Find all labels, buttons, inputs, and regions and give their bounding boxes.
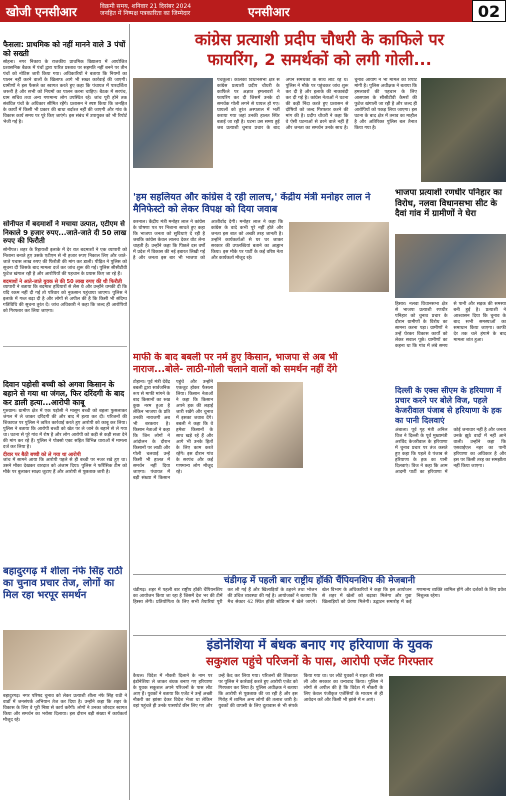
story-body: करनाल। केंद्रीय मंत्री मनोहर लाल ने कांग्रेस के घोषणा पत्र पर निशाना साधते हुए कहा कि भाजपा जनता को सुविधाएं दे रही है जबकि कांग्रेस केवल लालच देकर वोट लेना चाहती है। उन्होंने कहा कि पिछले दस वर्षों में प्रदेश में विकास की नई इबारत लिखी गई है और जनता इस बार भी भाजपा को आशीर्वाद देगी। मनोहर लाल ने कहा कि कांग्रेस के वादे कभी पूरे नहीं होते और जनता इस बात को अच्छी तरह जानती है। उन्होंने कार्यकर्ताओं से घर घर जाकर सरकार की उपलब्धियां बताने का आह्वान किया। इस मौके पर पार्टी के कई वरिष्ठ नेता और कार्यकर्ता मौजूद रहे। [133, 220, 283, 261]
story-headline-line2: सकुशल पहुंचे परिजनों के पास, आरोपी एजेंट गिरफ्तार [205, 654, 433, 668]
story-body: अंबाला। पूर्व गृह मंत्री अनिल विज ने दिल्ली के पूर्व मुख्यमंत्री अरविंद केजरीवाल के हरियाणा में चुनाव प्रचार पर तंज कसते हुए कहा कि पहले वे पंजाब से हरियाणा के हक का पानी दिलवाएं। विज ने कहा कि आम आदमी पार्टी का हरियाणा में कोई जनाधार नहीं है और जनता उनके झूठे वादों में नहीं आने वाली। उन्होंने कहा कि एसवाईएल नहर का पानी हरियाणा का अधिकार है और इस पर किसी तरह का समझौता नहीं किया जाएगा। [395, 428, 506, 475]
story-headline: 'हम सहलियत और कांग्रेस दे रही लालच,' केंद्रीय मंत्री मनोहर लाल ने मैनिफेस्टो को लेकर विपक्ष को दिया जवाब [133, 192, 371, 215]
story-headline-line1: इंडोनेशिया में बंधक बनाए गए हरियाणा के युवक [206, 638, 433, 653]
story-subhead: दीवार पर बैठी बच्ची को ले गया था आरोपी [3, 452, 81, 458]
story-bahadurgarh [3, 566, 127, 800]
right-column [133, 24, 506, 800]
story-babli-farmers [133, 352, 391, 572]
campaign-photo [3, 630, 127, 690]
lead-headline-line1: कांग्रेस प्रत्याशी प्रदीप चौधरी के काफिले पर [194, 30, 445, 49]
masthead [0, 0, 506, 22]
brand-logo: खोजी एनसीआर [6, 5, 77, 19]
story-headline: सोनीपत में बदमाशों ने मचाया उत्पात, एटीएम से निकाले 9 हजार रुपए...जाते-जाते दी 50 लाख रुपए की फिरौती [3, 220, 127, 245]
story-body: चंडीगढ़। शहर में पहली बार राष्ट्रीय हॉकी चैंपियनशिप का आयोजन किया जा रहा है जिसमें देश भर की टीमें हिस्सा लेंगी। प्रतियोगिता के लिए सभी तैयारियां पूरी कर ली गई हैं और खिलाड़ियों के ठहरने तथा भोजन की उचित व्यवस्था की गई है। आयोजकों ने बताया कि मैच सेक्टर 42 स्थित हॉकी स्टेडियम में खेले जाएंगे। खेल विभाग के अधिकारियों ने कहा कि इस आयोजन से शहर में खेलों को बढ़ावा मिलेगा और युवा खिलाड़ियों को प्रेरणा मिलेगी। उद्घाटन समारोह में कई गणमान्य व्यक्ति शामिल होंगे और दर्शकों के लिए प्रवेश निशुल्क रहेगा। [133, 588, 506, 605]
lead-story-body: पंचकूला। कालका विधानसभा क्षेत्र से कांग्रेस प्रत्याशी प्रदीप चौधरी के काफिले पर अज्ञात हमलावरों ने फायरिंग कर दी जिसमें उनके दो समर्थक गोली लगने से घायल हो गए। घायलों को तुरंत अस्पताल में भर्ती कराया गया जहां उनकी हालत स्थिर बताई जा रही है। घटना उस समय हुई जब प्रत्याशी चुनाव प्रचार के बाद अपने समर्थकों के साथ लौट रहे थे। पुलिस ने मौके पर पहुंचकर जांच शुरू कर दी है और इलाके की नाकाबंदी कर दी गई है। कांग्रेस नेताओं ने घटना की कड़ी निंदा करते हुए प्रशासन से दोषियों को जल्द गिरफ्तार करने की मांग की है। प्रदीप चौधरी ने कहा कि वे ऐसी घटनाओं से डरने वाले नहीं हैं और जनता का समर्थन उनके साथ है। चुनाव आयोग ने भी मामले की रिपोर्ट मांगी है। पुलिस अधीक्षक ने बताया कि हमलावरों की पहचान के लिए आसपास के सीसीटीवी कैमरों की फुटेज खंगाली जा रही है और जल्द ही आरोपियों को पकड़ लिया जाएगा। इस घटना के बाद क्षेत्र में तनाव का माहौल है और अतिरिक्त पुलिस बल तैनात किया गया है। [217, 78, 417, 131]
page-number: 02 [472, 0, 506, 22]
story-panch-notice [3, 40, 127, 218]
story-indonesia [133, 638, 506, 800]
story-body: हिसार। नलवा विधानसभा क्षेत्र से भाजपा प्रत्याशी रणधीर पनिहार को चुनाव प्रचार के दौरान ग्रामीणों के विरोध का सामना करना पड़ा। ग्रामीणों ने उन्हें घेरकर विकास कार्यों को लेकर सवाल पूछे। ग्रामीणों का कहना था कि गांव में लंबे समय से पानी और सड़क की समस्या बनी हुई है। प्रत्याशी ने आश्वासन दिया कि चुनाव के बाद सभी समस्याओं का समाधान किया जाएगा। काफी देर तक चले हंगामे के बाद मामला शांत हुआ। [395, 302, 506, 349]
story-sonipat [3, 220, 127, 347]
masthead-tagline: जनहित में निष्पक्ष पत्रकारिता का जिम्मेदार [100, 10, 191, 17]
story-body: बहादुरगढ़। नगर परिषद चुनाव को लेकर प्रत्याशी शीला नंफे सिंह राठी ने वार्डों में जनसंपर्क अभियान तेज कर दिया है। उन्होंने कहा कि शहर के विकास के लिए वे पूरी निष्ठा से कार्य करेंगी। लोगों ने उनका जोरदार स्वागत किया और समर्थन का भरोसा दिलाया। इस दौरान बड़ी संख्या में कार्यकर्ता मौजूद रहे। [3, 694, 127, 723]
section-title: एनसीआर [248, 5, 290, 19]
story-hockey [133, 574, 506, 636]
story-vij-kejriwal [395, 386, 506, 572]
story-headline: भाजपा प्रत्याशी रणधीर पनिहार का विरोध, नलवा विधानसभा सीट के दैवां गांव में ग्रामीणों ने घेरा [395, 188, 502, 219]
story-headline: दिल्ली के एक्स सीएम के हरियाणा में प्रचार करने पर बोले विज, पहले केजरीवाल पंजाब से हरियाणा के हक का पानी दिलवाएं [395, 386, 502, 425]
story-body: जांच में सामने आया कि आरोपी पहले से ही बच्ची पर नजर रखे हुए था। उसने मौका देखकर वारदात को अंजाम दिया। पुलिस ने फॉरेंसिक टीम को मौके पर बुलाकर साक्ष्य जुटाए हैं और आरोपी से पूछताछ जारी है। [3, 458, 127, 475]
indonesia-group-photo [389, 676, 506, 796]
story-body: व्यापारी ने बताया कि बदमाश हथियारों से लैस थे और उन्होंने धमकी दी कि यदि रकम नहीं दी गई तो परिवार को नुकसान पहुंचाया जाएगा। पुलिस ने इलाके में गश्त बढ़ा दी है और लोगों से अपील की है कि किसी भी संदिग्ध गतिविधि की सूचना तुरंत दें। जांच अधिकारी ने कहा कि जल्द ही आरोपियों को गिरफ्तार कर लिया जाएगा। [3, 284, 127, 314]
lead-headline-line2: फायरिंग, 2 समर्थकों को लगी गोली... [207, 50, 432, 69]
story-headline: फैसला: प्राथमिक को नहीं मानने वाले 3 पंचों को सख्ती [3, 40, 126, 58]
randhir-photo [395, 234, 506, 298]
story-body: सोनीपत। शहर के रिहायशी इलाके में देर रात बदमाशों ने एक व्यापारी को निशाना बनाते हुए उसके एटीएम से नौ हजार रुपए निकाल लिए और जाते-जाते पचास लाख रुपए की फिरौती की मांग कर डाली। पीड़ित ने पुलिस को सूचना दी जिसके बाद मामला दर्ज कर जांच शुरू की गई। पुलिस सीसीटीवी फुटेज खंगाल रही है और आरोपियों की पहचान के प्रयास किए जा रहे हैं। [3, 247, 127, 277]
story-body: सोहना। नगर निकाय के राजकीय प्राथमिक विद्यालय में आयोजित प्रशासनिक बैठक में पंचों द्वारा पारित प्रस्ताव पर सहमति नहीं बनने पर तीन पंचों को नोटिस जारी किया गया। अधिकारियों ने बताया कि नियमों का पालन नहीं करने वालों के खिलाफ आगे भी सख्त कार्रवाई की जाएगी। ग्रामीणों ने इस फैसले का स्वागत करते हुए कहा कि पंचायत में पारदर्शिता जरूरी है और सभी को नियमों का पालन करना चाहिए। बैठक में सरपंच, ग्राम सचिव तथा अन्य गणमान्य लोग उपस्थित रहे। जांच पूरी होने तक संबंधित पंचों के अधिकार सीमित रहेंगे। प्रशासन ने स्पष्ट किया कि जनहित के कार्यों में किसी भी प्रकार की बाधा बर्दाश्त नहीं की जाएगी और गांव के विकास कार्य समय पर पूरे किए जाएंगे। इस संबंध में उपायुक्त को भी रिपोर्ट भेजी गई है। [3, 60, 127, 125]
story-headline: बहादुरगढ़ में शीला नंफे सिंह राठी का चुनाव प्रचार तेज, लोगों का मिल रहा भरपूर समर्थन [3, 566, 123, 601]
story-headline: चंडीगढ़ में पहली बार राष्ट्रीय हॉकी चैंपियनशिप की मेजबानी [223, 576, 416, 586]
story-headline: दिवान पहोसी बच्ची को अगवा किसान के बहाने से गया था जंगल, फिर दरिंदगी के बाद कर डाली हत्या...आरोपी काबू [3, 380, 125, 407]
lead-photo-2 [421, 78, 506, 182]
lead-headline [133, 30, 506, 74]
story-randhir-panihar [395, 188, 506, 382]
left-column [0, 24, 130, 800]
babli-photo [217, 382, 303, 468]
manohar-lal-photo [289, 222, 389, 292]
story-child-crime [3, 380, 127, 560]
masthead-date: विक्रमी समय, शनिवार 21 दिसंबर 2024 [100, 3, 192, 10]
lead-photo-1 [133, 78, 213, 168]
story-manohar-lal [133, 192, 391, 350]
story-subhead: बदमाशों ने आते-जाते युवक से की 50 लाख रुपए की थी फिरौती [3, 278, 122, 285]
story-body: टोहाना। पूर्व मंत्री देवेंद्र बबली द्वारा सार्वजनिक रूप से माफी मांगने के बाद किसानों का रुख कुछ नरम हुआ है लेकिन भाजपा के प्रति उनकी नाराजगी अब भी बरकरार है। किसान नेताओं ने कहा कि जिन लोगों ने आंदोलन के दौरान किसानों पर लाठी और गोली चलवाई उन्हें किसी भी हालत में समर्थन नहीं दिया जाएगा। पंचायत में बड़ी संख्या में किसान पहुंचे और उन्होंने एकजुट होकर फैसला लिया। किसान नेताओं ने कहा कि किसान अपने हक की लड़ाई जारी रखेंगे और चुनाव में इसका जवाब देंगे। बबली ने कहा कि वे हमेशा किसानों के साथ खड़े रहे हैं और आगे भी उनके हितों के लिए काम करते रहेंगे। इस दौरान गांव के सरपंच और कई गणमान्य लोग मौजूद रहे। [133, 380, 213, 481]
story-body: गुरुग्राम। ग्रामीण क्षेत्र में एक पड़ोसी ने मासूम बच्ची को बहला फुसलाकर जंगल में ले जाकर दरिंदगी की और बाद में हत्या कर दी। परिजनों की शिकायत पर पुलिस ने त्वरित कार्रवाई करते हुए आरोपी को काबू कर लिया। पुलिस ने बताया कि आरोपी बच्ची को खेत पर ले जाने के बहाने से ले गया था। घटना से पूरे गांव में रोष है और लोग आरोपी को कड़ी से कड़ी सजा देने की मांग कर रहे हैं। पुलिस ने पोक्सो एक्ट सहित विभिन्न धाराओं में मामला दर्ज कर लिया है। [3, 409, 127, 450]
story-headline: माफी के बाद बबली पर नर्म हुए किसान, भाजपा से अब भी नाराज...बोले- लाठी-गोली चलाने वालों को समर्थन नहीं देंगे [133, 352, 338, 375]
story-body: कैथल। विदेश में नौकरी दिलाने के नाम पर इंडोनेशिया ले जाकर बंधक बनाए गए हरियाणा के युवक सकुशल अपने परिजनों के पास लौट आए हैं। युवकों ने बताया कि एजेंट ने उन्हें अच्छी नौकरी का झांसा देकर विदेश भेजा था लेकिन वहां पहुंचते ही उनके पासपोर्ट छीन लिए गए और उन्हें कैद कर लिया गया। परिजनों की शिकायत पर पुलिस ने कार्रवाई करते हुए आरोपी एजेंट को गिरफ्तार कर लिया है। पुलिस अधीक्षक ने बताया कि आरोपी से पूछताछ की जा रही है और इस गिरोह में शामिल अन्य लोगों की तलाश जारी है। युवकों की वापसी के लिए दूतावास से भी संपर्क किया गया था। घर लौटे युवकों ने राहत की सांस ली और सरकार का धन्यवाद किया। पुलिस ने लोगों से अपील की है कि विदेश में नौकरी के लिए केवल पंजीकृत एजेंसियों के माध्यम से ही आवेदन करें और किसी भी झांसे में न आएं। [133, 674, 383, 709]
